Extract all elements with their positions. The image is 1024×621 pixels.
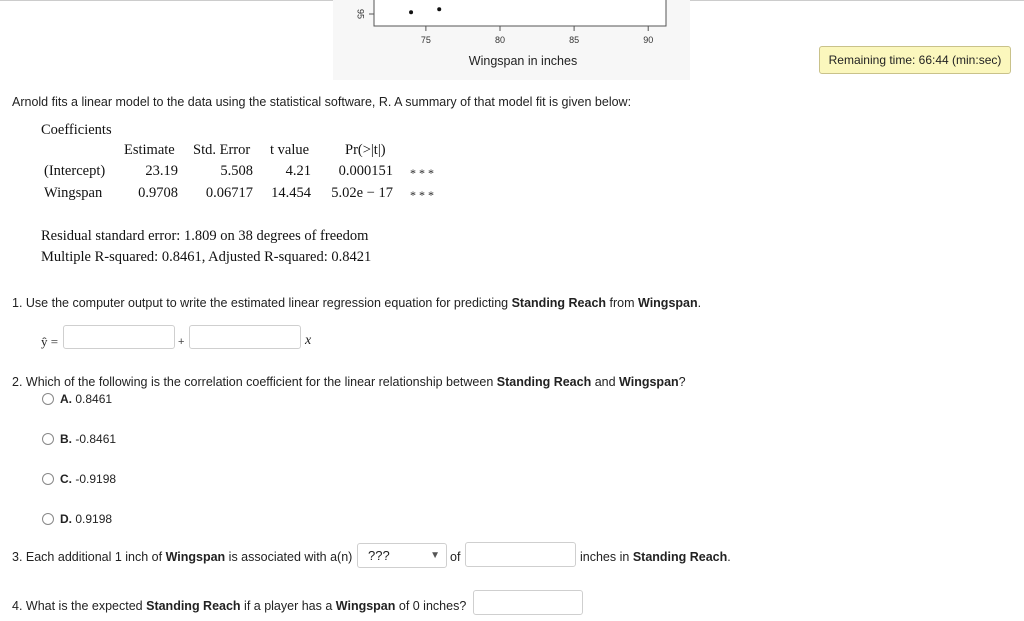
slope-input[interactable] [189,325,301,349]
x-axis-label: Wingspan in inches [468,54,578,68]
q4-bold-standing-reach: Standing Reach [146,599,241,613]
option-a-letter: A. [60,392,72,406]
option-b-letter: B. [60,432,72,446]
x-axis-tick-label: 75 [420,35,431,45]
intercept-t-value: 4.21 [285,163,311,179]
col-p-value: Pr(>|t|) [345,142,386,158]
plot-area-frame [374,0,666,26]
row-wingspan-label: Wingspan [44,185,103,201]
radio-d[interactable] [42,513,54,525]
x-axis-tick-label: 80 [494,35,505,45]
q2-text-mid: and [591,375,620,389]
option-d[interactable] [42,512,112,526]
intercept-p-value: 0.000151 [338,163,393,179]
q3-bold-wingspan: Wingspan [165,550,226,564]
y-axis-tick-label: 95 [355,8,366,20]
intro-text: Arnold fits a linear model to the data using the statistical software, R. A summary of that model fit is given below: [12,95,632,109]
q3-text: 3. Each additional 1 inch of [12,550,166,564]
q3-tail [580,550,731,564]
data-point [437,7,441,11]
intercept-std-error: 5.508 [220,163,253,179]
q3-text-mid: is associated with a(n) [225,550,353,564]
wingspan-signif: *** [410,188,437,202]
chevron-down-icon: ▼ [430,550,440,561]
remaining-time-badge: Remaining time: 66:44 (min:sec) [819,46,1011,74]
col-std-error: Std. Error [193,142,251,158]
q4-bold-wingspan: Wingspan [335,599,396,613]
question-1 [12,296,701,310]
q4-text-end: of 0 inches? [395,599,467,613]
radio-a[interactable] [42,393,54,405]
question-2 [12,375,686,389]
q3-bold-standing-reach: Standing Reach [632,550,728,564]
radio-c[interactable] [42,473,54,485]
coefficients-heading: Coefficients [41,122,112,138]
question-3 [12,550,352,564]
select-value: ??? [368,548,390,563]
data-point [409,10,413,14]
q1-bold-wingspan: Wingspan [638,296,698,310]
residual-standard-error: Residual standard error: 1.809 on 38 degrees of freedom [41,228,369,244]
plus-sign: + [178,336,185,348]
scatter-plot-svg [333,0,690,50]
q1-text-mid: from [606,296,639,310]
x-variable: x [305,333,312,348]
q3-text-end: . [727,550,731,564]
intercept-signif: *** [410,166,437,180]
q4-text: 4. What is the expected [12,599,147,613]
x-axis-tick-label: 85 [569,35,580,45]
q1-text: 1. Use the computer output to write the estimated linear regression equation for predicting [12,296,512,310]
increase-decrease-select[interactable] [357,543,447,568]
intercept-input[interactable] [63,325,175,349]
wingspan-p-value: 5.02e − 17 [331,185,393,201]
row-intercept-label: (Intercept) [44,163,106,179]
q1-text-end: . [697,296,702,310]
option-b[interactable] [42,432,116,446]
expected-reach-input[interactable] [473,590,583,615]
option-a[interactable] [42,392,112,406]
x-axis-tick-label: 90 [643,35,654,45]
q3-of-label: of [450,550,461,564]
wingspan-std-error: 0.06717 [205,185,253,201]
q4-text-mid: if a player has a [240,599,336,613]
option-d-letter: D. [60,512,72,526]
option-c-value: -0.9198 [75,472,117,486]
q2-bold-wingspan: Wingspan [619,375,679,389]
col-estimate: Estimate [124,142,175,158]
r-squared: Multiple R-squared: 0.8461, Adjusted R-squared: 0.8421 [41,249,372,265]
option-a-value: 0.8461 [75,392,113,406]
amount-input[interactable] [465,542,576,567]
q2-bold-standing-reach: Standing Reach [496,375,592,389]
col-t-value: t value [270,142,310,158]
option-c-letter: C. [60,472,72,486]
q2-text: 2. Which of the following is the correlation coefficient for the linear relationship between [12,375,497,389]
y-hat-label: ŷ = [41,334,59,349]
q2-text-end: ? [678,375,686,389]
intercept-estimate: 23.19 [145,163,178,179]
option-b-value: -0.8461 [75,432,117,446]
q3-text-inches: inches in [580,550,633,564]
wingspan-estimate: 0.9708 [138,185,178,201]
option-c[interactable] [42,472,116,486]
wingspan-t-value: 14.454 [271,185,311,201]
q1-bold-standing-reach: Standing Reach [511,296,607,310]
option-d-value: 0.9198 [75,512,113,526]
radio-b[interactable] [42,433,54,445]
scatter-plot [333,0,690,80]
question-4 [12,599,466,613]
